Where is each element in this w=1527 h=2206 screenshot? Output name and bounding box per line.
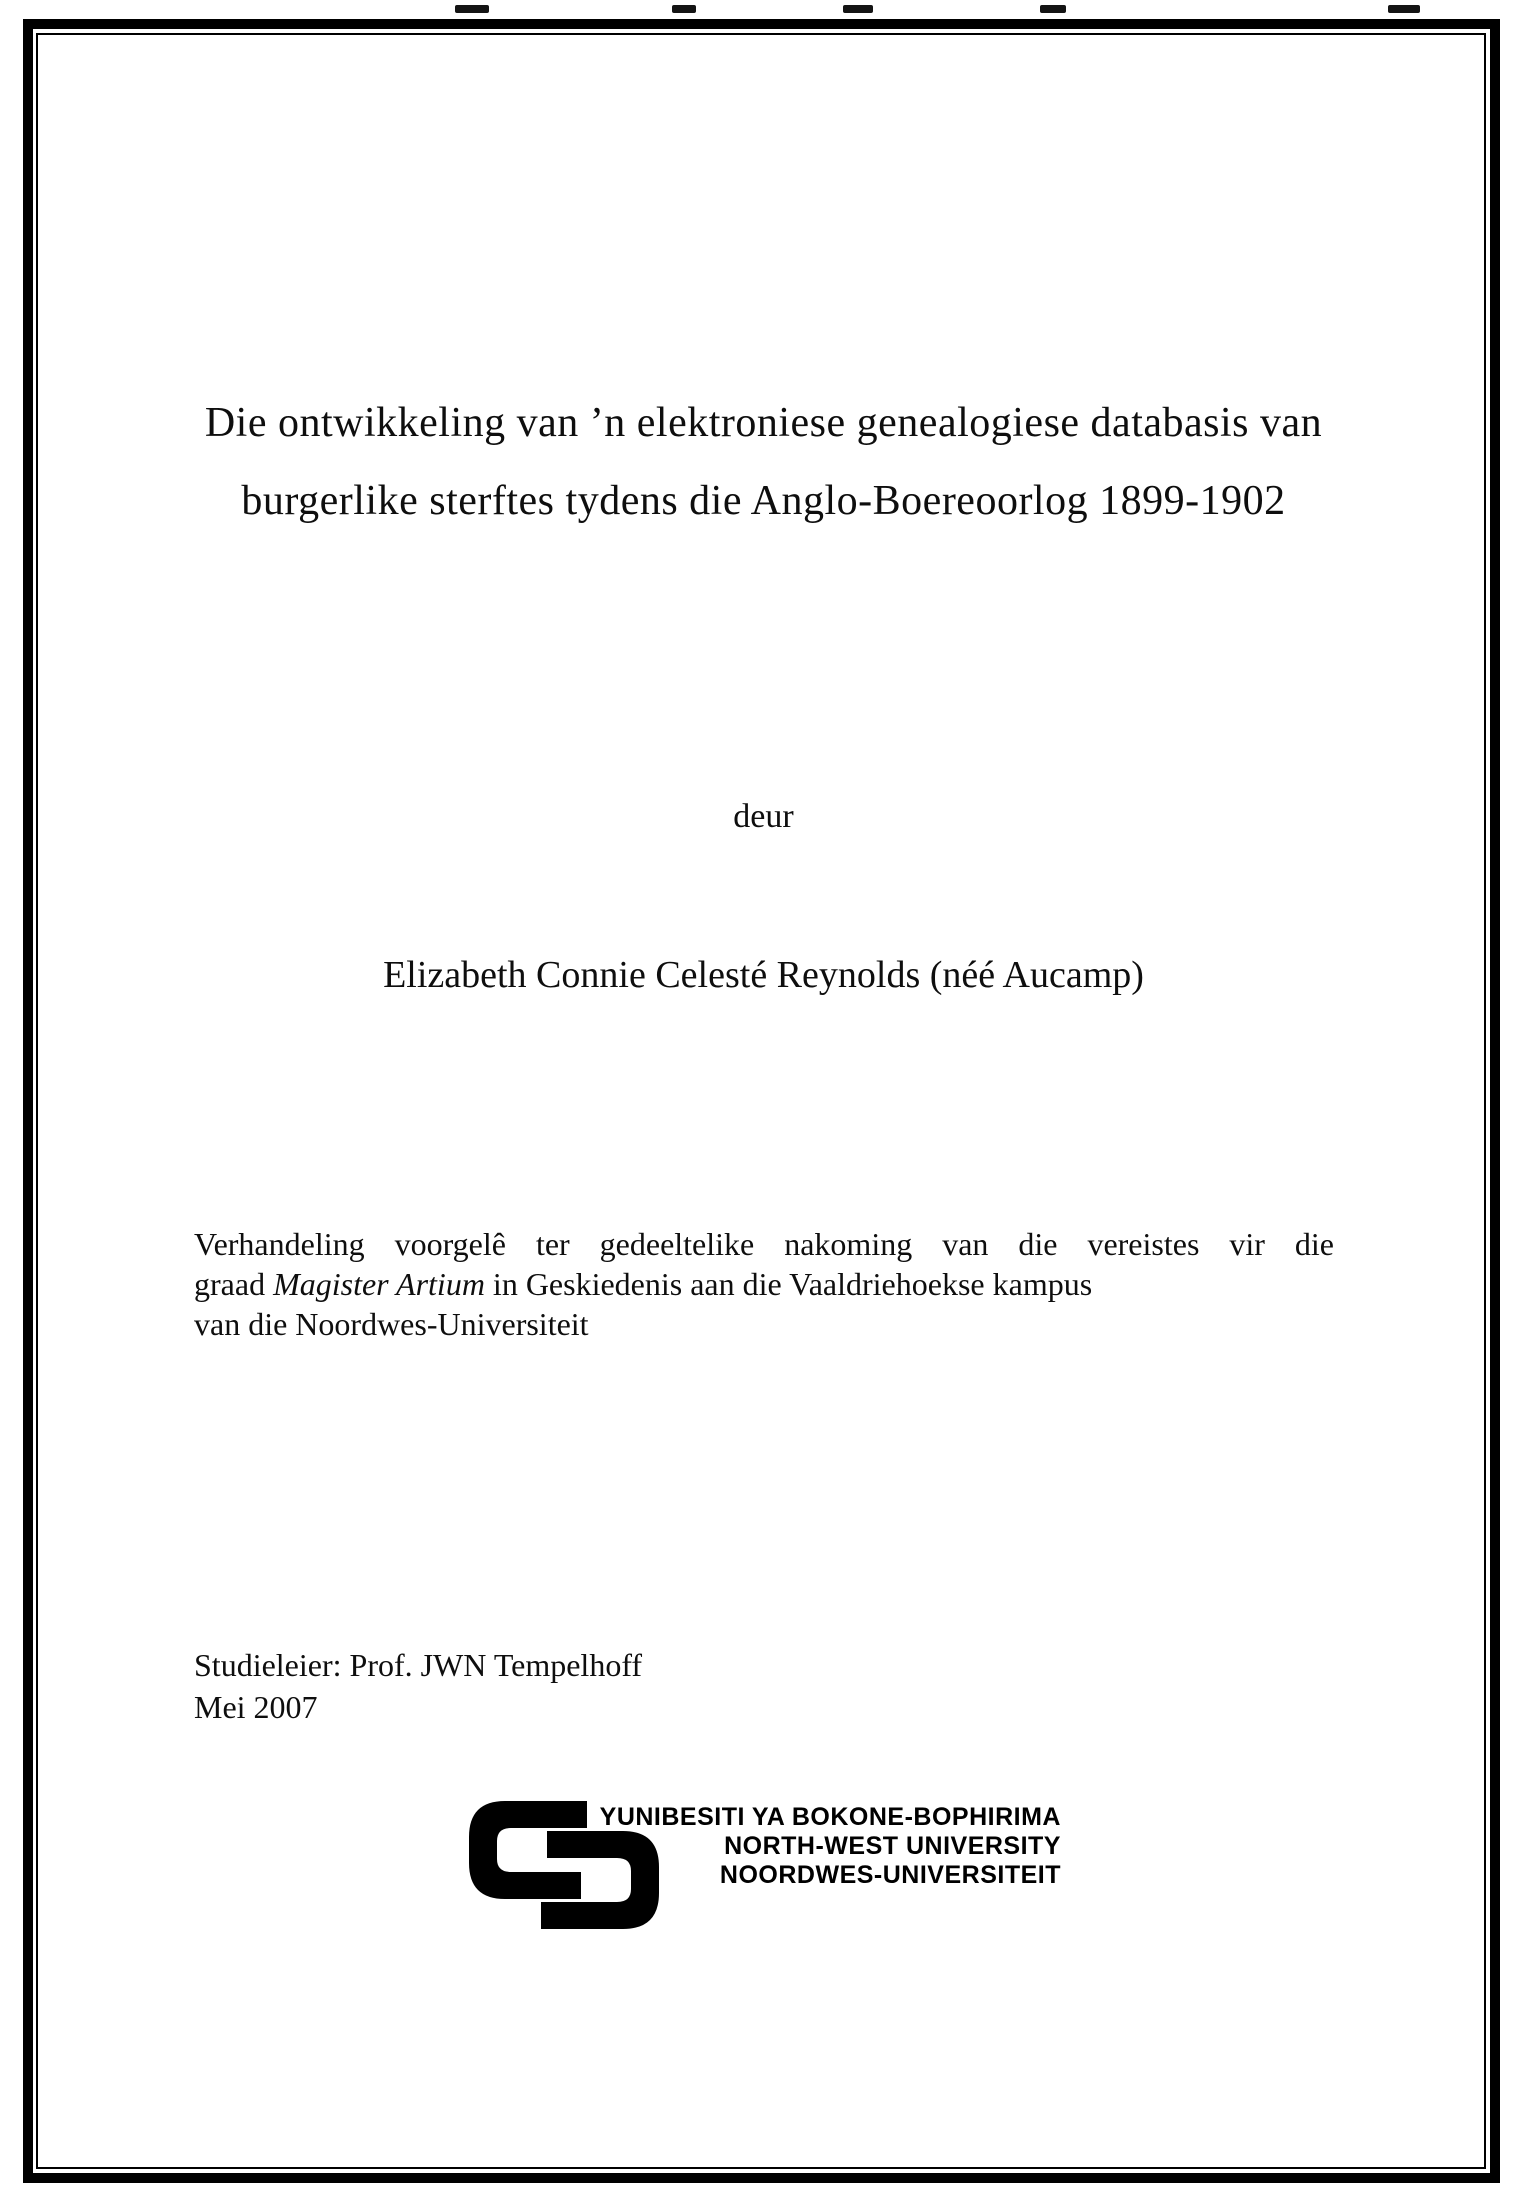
supervisor-line: Studieleier: Prof. JWN Tempelhoff (194, 1647, 643, 1683)
scan-artifact (672, 5, 696, 13)
author-name: Elizabeth Connie Celesté Reynolds (néé Aucamp) (383, 954, 1144, 996)
logo-text-line: NOORDWES-UNIVERSITEIT (719, 1861, 1061, 1889)
submission-statement (194, 1224, 1334, 1344)
university-logo-text (600, 1803, 1061, 1890)
degree-name: Magister Artium (273, 1266, 485, 1302)
thesis-title (0, 384, 1527, 540)
submission-line-text: in Geskiedenis aan die Vaaldriehoekse kampus (484, 1266, 1093, 1302)
supervisor-block (194, 1644, 642, 1728)
submission-line (194, 1264, 1334, 1304)
submission-line: van die Noordwes-Universiteit (194, 1306, 589, 1342)
thesis-title-line: burgerlike sterftes tydens die Anglo-Boereoorlog 1899-1902 (241, 478, 1286, 524)
date-line: Mei 2007 (194, 1689, 318, 1725)
scan-artifact (1040, 5, 1066, 13)
university-logo (469, 1799, 1061, 1933)
scan-artifact (455, 5, 489, 13)
submission-line: Verhandeling voorgelê ter gedeeltelike nakoming van die vereistes vir die (194, 1226, 1334, 1262)
byline-label: deur (733, 798, 794, 835)
scan-artifact (1388, 5, 1420, 13)
logo-text-line: YUNIBESITI YA BOKONE-BOPHIRIMA (599, 1803, 1061, 1831)
submission-line-text: graad (194, 1266, 274, 1302)
logo-text-line: NORTH-WEST UNIVERSITY (724, 1832, 1061, 1860)
scan-artifact (843, 5, 873, 13)
thesis-title-line: Die ontwikkeling van ’n elektroniese genealogiese databasis van (204, 400, 1323, 446)
